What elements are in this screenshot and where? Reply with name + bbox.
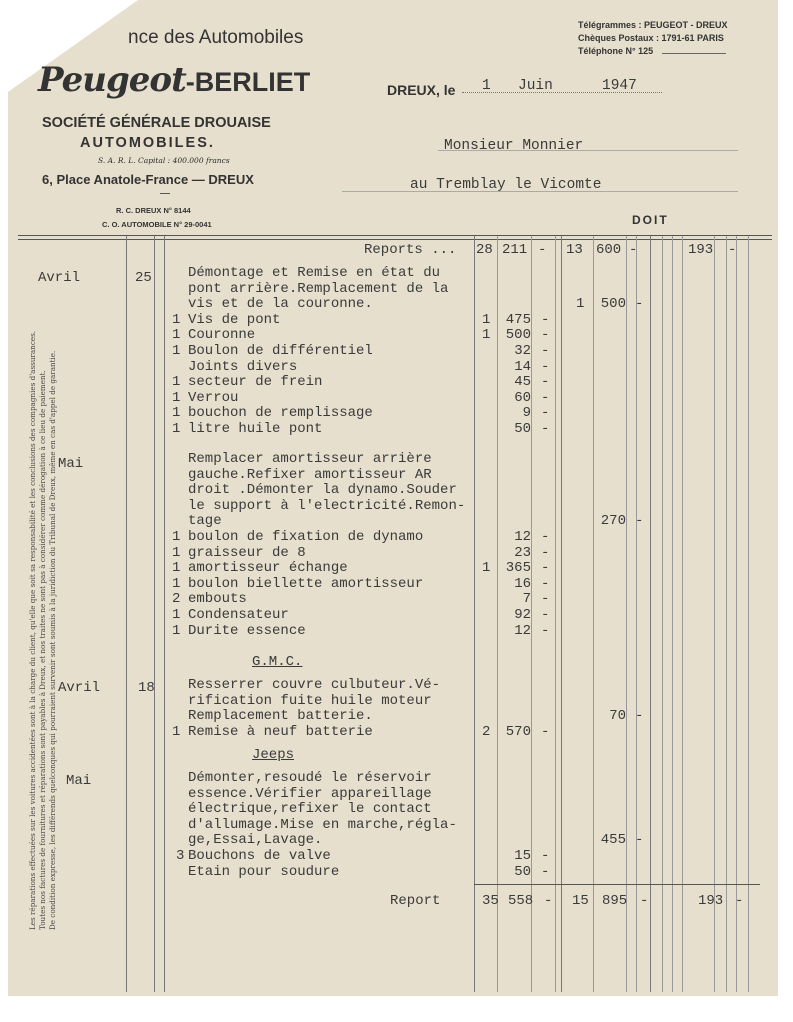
line-description: bouchon de remplissage	[188, 405, 373, 422]
month-label: Mai	[66, 773, 92, 789]
amount-a-dash: -	[541, 358, 550, 375]
line-qty: 1	[172, 421, 181, 437]
month-label: Avril	[58, 680, 101, 696]
reports-top-a2: 211	[502, 242, 528, 258]
report-bottom-dash-3: -	[735, 893, 744, 909]
line-description: secteur de frein	[188, 374, 323, 391]
report-bottom-a1: 35	[482, 893, 499, 909]
amount-a: 23	[514, 544, 531, 561]
amount-a-dash: -	[541, 421, 550, 437]
reports-top-dash-1: -	[538, 242, 547, 258]
side-line: Toutes nos factures de fournitures et réparations sont payables à Dreux, et nos traites ne sont pas à considérer comme dérogation à ce lieu de paiement.	[38, 370, 47, 930]
logo-suffix: -BERLIET	[185, 67, 311, 97]
company-capital: S. A. R. L. Capital : 400.000 francs	[98, 156, 230, 165]
amount-a-dash: -	[541, 374, 550, 391]
side-line: Les réparations effectuées sur les voitures accidentées sont à la charge du client, qu'elle que soit sa responsabilité et les conclusions des compagnies d'assurances.	[28, 330, 37, 930]
line-description: d'allumage.Mise en marche,régla-	[188, 816, 457, 833]
col-rule-c	[650, 236, 651, 992]
telephone: Téléphone N° 125	[578, 46, 654, 56]
amount-b-dash: -	[635, 708, 644, 725]
line-description: Boulon de différentiel	[188, 343, 373, 359]
day-label: 25	[135, 270, 152, 286]
col-rule-date	[126, 236, 127, 992]
col-rule-day	[154, 236, 155, 992]
telegrammes: Télégrammes : PEUGEOT - DREUX	[578, 20, 728, 30]
amount-a-dash: -	[541, 575, 550, 592]
side-line: De condition expresse, les différends quelconques qui pourraient survenir sont soumis à la juridiction du Tribunal de Dreux, même en cas d'appel de garantie.	[48, 350, 57, 930]
cheques-postaux: Chèques Postaux : 1791-61 PARIS	[578, 33, 724, 43]
line-description: Etain pour soudure	[188, 863, 340, 880]
date-year: 1947	[602, 78, 637, 94]
recipient-rule-2	[342, 191, 738, 192]
col-rule-c4	[714, 236, 715, 992]
date-day: 1	[482, 78, 491, 94]
company-address: 6, Place Anatole-France — DREUX	[42, 172, 254, 187]
reports-top-dash-3: -	[728, 242, 737, 258]
amount-b-dash: -	[635, 513, 644, 530]
col-rule-c1	[662, 236, 663, 992]
recipient-name: Monsieur Monnier	[444, 138, 584, 154]
date-month: Juin	[518, 78, 553, 94]
col-rule-b3	[636, 236, 637, 992]
col-rule-c7	[748, 236, 749, 992]
amount-a: 9	[522, 405, 531, 422]
amount-a-dash: -	[541, 723, 550, 740]
line-qty: 1	[172, 560, 181, 577]
gmc-heading: G.M.C.	[252, 654, 303, 670]
day-label: 18	[138, 680, 155, 696]
date-prefix: DREUX, le	[387, 82, 456, 98]
line-description: Démonter,resoudé le réservoir	[188, 770, 432, 786]
line-description: amortisseur échange	[188, 560, 348, 577]
col-rule-desc	[164, 236, 165, 992]
line-qty: 1	[172, 327, 181, 344]
amount-a-thousands: 1	[482, 311, 491, 328]
report-bottom-b2: 895	[602, 893, 628, 909]
amount-a-dash: -	[541, 607, 550, 623]
amount-a-dash: -	[541, 863, 550, 880]
line-description: électrique,refixer le contact	[188, 801, 432, 818]
address-divider	[160, 193, 170, 194]
col-rule-c5	[726, 236, 727, 992]
month-label: Avril	[38, 270, 81, 286]
report-bottom-label: Report	[390, 893, 441, 909]
amount-a: 12	[514, 529, 531, 545]
line-description: Vis de pont	[188, 311, 281, 328]
doit-label: DOIT	[632, 213, 669, 227]
amount-a-dash: -	[541, 848, 550, 864]
line-description: Remise à neuf batterie	[188, 723, 373, 740]
line-description: essence.Vérifier appareillage	[188, 785, 432, 802]
line-description: gauche.Refixer amortisseur AR	[188, 466, 432, 483]
report-bottom-dash-2: -	[640, 893, 649, 909]
amount-a-dash: -	[541, 560, 550, 577]
recipient-place: au Tremblay le Vicomte	[410, 177, 602, 193]
line-qty: 1	[172, 389, 181, 406]
amount-a-thousands: 1	[482, 560, 491, 577]
amount-a: 45	[514, 374, 531, 391]
col-rule-b1	[593, 236, 594, 992]
line-qty: 1	[172, 575, 181, 592]
line-description: droit .Démonter la dynamo.Souder	[188, 482, 457, 499]
line-description: graisseur de 8	[188, 544, 306, 561]
line-description: pont arrière.Remplacement de la	[188, 280, 449, 297]
line-description: Verrou	[188, 389, 239, 406]
table-top-rule	[18, 235, 772, 236]
line-description: le support à l'electricité.Remon-	[188, 497, 466, 514]
line-qty: 1	[172, 311, 181, 328]
amount-a-dash: -	[541, 591, 550, 608]
reports-top-c1: 193	[688, 242, 714, 258]
col-rule-a	[474, 236, 475, 992]
amount-a-thousands: 2	[482, 723, 491, 740]
amount-a-dash: -	[541, 622, 550, 639]
line-description: ge,Essai,Lavage.	[188, 832, 323, 849]
amount-b-dash: -	[635, 832, 644, 849]
reports-top-b1: 13	[566, 242, 583, 258]
amount-a-dash: -	[541, 405, 550, 422]
amount-a-dash: -	[541, 343, 550, 359]
amount-a: 500	[505, 327, 531, 344]
line-qty: 1	[172, 544, 181, 561]
company-logo	[38, 60, 310, 100]
line-description: rification fuite huile moteur	[188, 692, 432, 709]
amount-b: 500	[600, 296, 626, 313]
report-bottom-c1: 193	[698, 893, 724, 909]
reports-top-b2: 600	[596, 242, 622, 258]
line-qty: 3	[176, 848, 185, 864]
amount-a: 60	[514, 389, 531, 406]
line-description: Couronne	[188, 327, 256, 344]
col-rule-c6	[736, 236, 737, 992]
col-rule-a2	[531, 236, 532, 992]
col-rule-b	[561, 236, 562, 992]
col-rule-a3	[555, 236, 556, 992]
line-description: boulon biellette amortisseur	[188, 575, 424, 592]
month-label: Mai	[58, 456, 84, 472]
agence-title: nce des Automobiles	[128, 27, 304, 48]
amount-a: 15	[514, 848, 531, 864]
line-description: vis et de la couronne.	[188, 296, 373, 313]
amount-a: 475	[505, 311, 531, 328]
amount-a: 14	[514, 358, 531, 375]
amount-a-dash: -	[541, 311, 550, 328]
amount-a-dash: -	[541, 327, 550, 344]
side-conditions	[28, 310, 58, 930]
logo-word: Peugeot	[38, 60, 186, 100]
reports-top-label: Reports ...	[364, 242, 457, 258]
line-qty: 1	[172, 343, 181, 359]
amount-a: 12	[514, 622, 531, 639]
line-qty: 1	[172, 529, 181, 545]
line-description: Resserrer couvre culbuteur.Vé-	[188, 677, 441, 693]
date-rule	[462, 92, 662, 93]
amount-a-dash: -	[541, 389, 550, 406]
line-qty: 1	[172, 723, 181, 740]
amount-a: 92	[514, 607, 531, 623]
line-description: Démontage et Remise en état du	[188, 265, 441, 281]
line-qty: 1	[172, 405, 181, 422]
amount-b-thousands: 1	[576, 296, 585, 313]
line-description: embouts	[188, 591, 247, 608]
amount-a: 32	[514, 343, 531, 359]
line-qty: 2	[172, 591, 181, 608]
report-bottom-dash-1: -	[544, 893, 553, 909]
amount-b-dash: -	[635, 296, 644, 313]
line-description: Joints divers	[188, 358, 298, 375]
col-rule-c3	[682, 236, 683, 992]
amount-b: 70	[609, 708, 626, 725]
line-description: Durite essence	[188, 622, 306, 639]
line-description: Remplacer amortisseur arrière	[188, 451, 432, 467]
line-description: litre huile pont	[188, 421, 323, 437]
total-rule	[474, 884, 760, 885]
line-description: boulon de fixation de dynamo	[188, 529, 424, 545]
line-qty: 1	[172, 374, 181, 391]
table-top-rule-2	[18, 239, 772, 240]
amount-a: 16	[514, 575, 531, 592]
amount-a: 50	[514, 421, 531, 437]
report-bottom-b1: 15	[572, 893, 589, 909]
company-rc: R. C. DREUX N° 8144	[116, 206, 191, 215]
col-rule-b2	[626, 236, 627, 992]
amount-b: 270	[600, 513, 626, 530]
report-bottom-a2: 558	[508, 893, 534, 909]
amount-a: 570	[505, 723, 531, 740]
company-co: C. O. AUTOMOBILE N° 29-0041	[102, 220, 212, 229]
company-name-1: SOCIÉTÉ GÉNÉRALE DROUAISE	[42, 115, 271, 131]
line-description: tage	[188, 513, 222, 530]
line-description: Bouchons de valve	[188, 848, 331, 864]
amount-a-thousands: 1	[482, 327, 491, 344]
jeeps-heading: Jeeps	[252, 747, 295, 763]
amount-a-dash: -	[541, 529, 550, 545]
line-qty: 1	[172, 607, 181, 623]
line-description: Remplacement batterie.	[188, 708, 373, 725]
amount-a-dash: -	[541, 544, 550, 561]
col-rule-c2	[672, 236, 673, 992]
amount-a: 50	[514, 863, 531, 880]
company-name-2: AUTOMOBILES.	[80, 135, 215, 151]
recipient-rule-1	[438, 150, 738, 151]
amount-b: 455	[600, 832, 626, 849]
reports-top-dash-2: -	[629, 242, 638, 258]
line-qty: 1	[172, 622, 181, 639]
reports-top-a1: 28	[476, 242, 493, 258]
line-description: Condensateur	[188, 607, 289, 623]
amount-a: 365	[505, 560, 531, 577]
amount-a: 7	[522, 591, 531, 608]
telephone-rule	[662, 53, 726, 54]
